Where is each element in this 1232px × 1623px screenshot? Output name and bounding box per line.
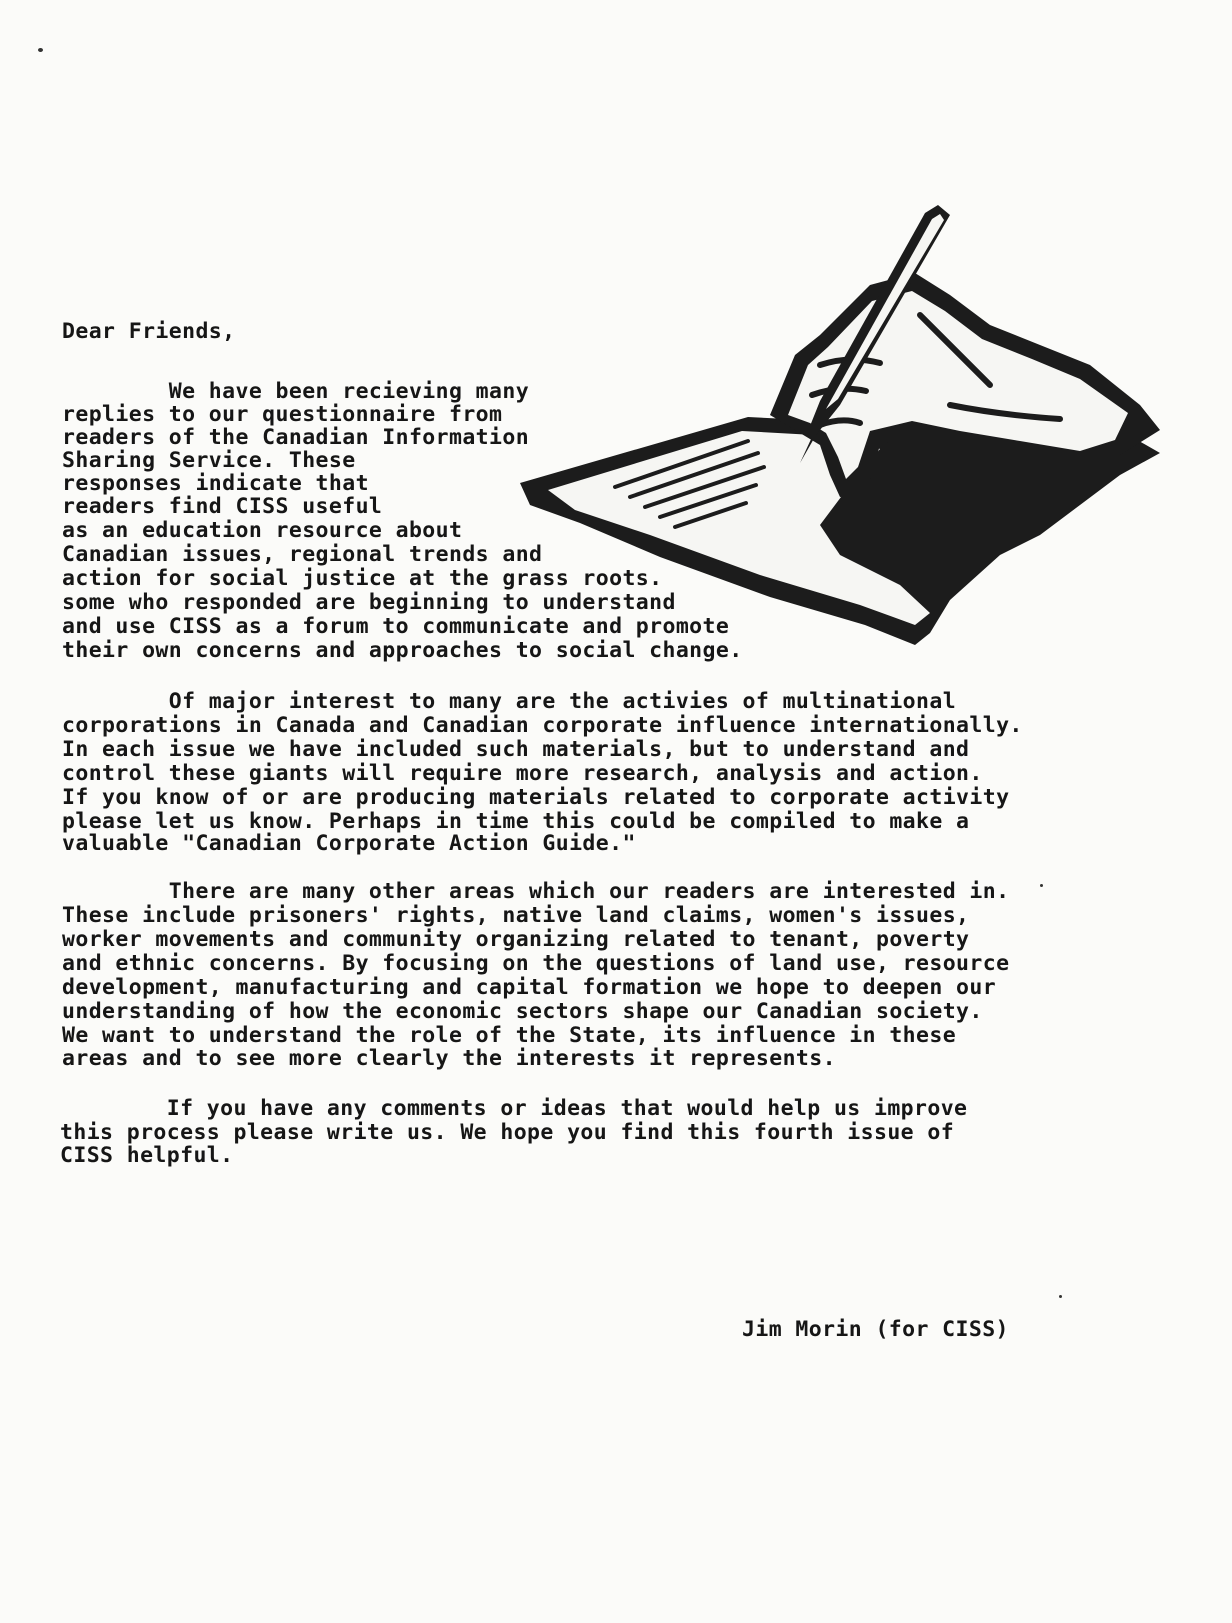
paragraph-line: There are many other areas which our readers are interested in. xyxy=(62,879,1010,904)
paragraph-line: We want to understand the role of the State, its influence in these xyxy=(62,1023,957,1048)
paragraph-line: as an education resource about xyxy=(62,518,463,543)
paragraph-line: If you know of or are producing materials related to corporate activity xyxy=(62,785,1010,810)
paragraph-line: understanding of how the economic sectors shape our Canadian society. xyxy=(62,999,983,1024)
paragraph-line: control these giants will require more research, analysis and action. xyxy=(62,761,983,786)
paragraph-line: CISS helpful. xyxy=(60,1143,234,1168)
scan-speck xyxy=(1040,884,1043,887)
paragraph-line: We have been recieving many xyxy=(62,379,530,404)
paragraph-line: replies to our questionnaire from xyxy=(62,402,503,427)
paragraph-line: responses indicate that xyxy=(62,471,369,496)
paragraph-line: Canadian issues, regional trends and xyxy=(62,542,543,567)
paragraph-line: this process please write us. We hope you find this fourth issue of xyxy=(60,1120,955,1145)
salutation: Dear Friends, xyxy=(62,319,236,344)
paragraph-line: readers of the Canadian Information xyxy=(62,425,530,450)
paragraph-line: and ethnic concerns. By focusing on the questions of land use, resource xyxy=(62,951,1010,976)
paragraph-line: their own concerns and approaches to social change. xyxy=(62,638,743,663)
paragraph-line: readers find CISS useful xyxy=(62,494,383,519)
paragraph-line: If you have any comments or ideas that would help us improve xyxy=(60,1096,968,1121)
paragraph-line: corporations in Canada and Canadian corporate influence internationally. xyxy=(62,713,1023,738)
scan-speck xyxy=(38,48,43,52)
paragraph-line: some who responded are beginning to understand xyxy=(62,590,676,615)
scan-speck xyxy=(1059,1295,1062,1298)
paragraph-line: and use CISS as a forum to communicate and promote xyxy=(62,614,730,639)
paragraph-line: action for social justice at the grass roots. xyxy=(62,566,663,591)
paragraph-line: development, manufacturing and capital formation we hope to deepen our xyxy=(62,975,997,1000)
paragraph-line: please let us know. Perhaps in time this could be compiled to make a xyxy=(62,809,970,834)
signature: Jim Morin (for CISS) xyxy=(742,1317,1009,1342)
paragraph-line: valuable "Canadian Corporate Action Guide." xyxy=(62,831,636,856)
paragraph-line: These include prisoners' rights, native land claims, women's issues, xyxy=(62,903,970,928)
paragraph-line: Of major interest to many are the activies of multinational xyxy=(62,689,957,714)
paragraph-line: areas and to see more clearly the interests it represents. xyxy=(62,1046,836,1071)
paragraph-line: Sharing Service. These xyxy=(62,448,356,473)
paragraph-line: worker movements and community organizing related to tenant, poverty xyxy=(62,927,970,952)
paragraph-line: In each issue we have included such materials, but to understand and xyxy=(62,737,970,762)
